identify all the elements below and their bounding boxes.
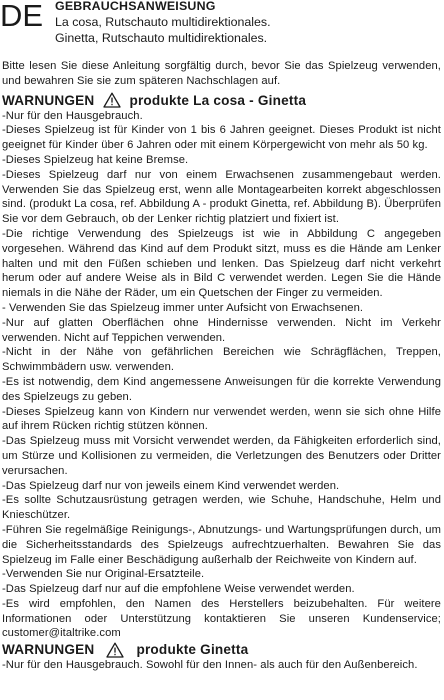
warning-item: -Verwenden Sie nur Original-Ersatzteile. [2,568,205,581]
warning-item: -Die richtige Verwendung des Spielzeugs ist wie in Abbildung C angegeben vorgesehen. Während das Kind auf dem Produkt sitzt, muss es die Hände am Lenker halten und mit den Füßen schieben und lenken. Das Spielzeug darf nicht verkehrt herum oder auf andere Weise als in Bild C verwendet werden. Legen Sie die Hände niemals in die Nähe der Räder, um ein Quetschen der Finger zu vermeiden. [2,227,441,300]
warnings-heading-ginetta [2,641,441,658]
warning-item: -Nicht in der Nähe von gefährlichen Bereichen wie Schrägflächen, Treppen, Schwimmbädern usw. verwenden. [2,346,441,374]
warning-item: -Das Spielzeug muss mit Vorsicht verwendet werden, da Fähigkeiten erforderlich sind, um Stürze und Kollisionen zu vermeiden, die Verletzungen des Benutzers oder Dritter verursachen. [2,435,441,477]
document-title: GEBRAUCHSANWEISUNG [55,0,216,13]
warnings-heading [2,92,441,109]
warnings-list [2,109,441,642]
warnings-label: WARNUNGEN [2,642,95,658]
warning-item: -Das Spielzeug darf nur auf die empfohlene Weise verwendet werden. [2,583,355,596]
intro-paragraph: Bitte lesen Sie diese Anleitung sorgfältig durch, bevor Sie das Spielzeug verwenden, und bewahren Sie sie zum späteren Nachschlagen auf. [2,60,441,87]
warning-item: -Dieses Spielzeug hat keine Bremse. [2,153,189,166]
document-body [2,59,441,673]
warning-item: -Dieses Spielzeug ist für Kinder von 1 bis 6 Jahren geeignet. Dieses Produkt ist nicht geeignet für Kinder über 6 Jahren oder mit einem Körpergewicht von mehr als 50 kg. [2,124,441,152]
warning-item: -Nur auf glatten Oberflächen ohne Hindernisse verwenden. Nicht im Verkehr verwenden. Nicht auf Teppichen verwenden. [2,316,441,344]
warnings-products: produkte La cosa - Ginetta [129,92,307,108]
warning-triangle-icon [103,92,121,108]
document-header [0,0,444,50]
header-text [55,0,271,46]
warning-item: -Dieses Spielzeug darf nur von einem Erwachsenen zusammengebaut werden. Verwenden Sie das Spielzeug erst, wenn alle Montagearbeiten korrekt abgeschlossen sind. (produkt La cosa, ref. Abbildung A - produkt Ginetta, ref. Abbildung B). Überprüfen Sie vor dem Gebrauch, ob der Lenker richtig platziert und fixiert ist. [2,168,441,226]
warning-item: -Es sollte Schutzausrüstung getragen werden, wie Schuhe, Handschuhe, Helm und Knieschützer. [2,494,441,522]
warning-item: -Nur für den Hausgebrauch. [2,109,143,122]
warning-item: -Es ist notwendig, dem Kind angemessene Anweisungen für die korrekte Verwendung des Spielzeugs zu geben. [2,375,441,403]
product-line-ginetta: Ginetta, Rutschauto multidirektionales. [55,31,268,45]
warnings-products: produkte Ginetta [136,642,249,658]
warning-item: - Verwenden Sie das Spielzeug immer unter Aufsicht von Erwachsenen. [2,301,364,314]
language-code: DE [0,0,44,33]
warning-item: -Dieses Spielzeug kann von Kindern nur verwendet werden, wenn sie sich ohne Hilfe auf ihrem Rücken richtig stützen können. [2,405,441,433]
warnings-list-ginetta [2,658,441,673]
warning-item: -Nur für den Hausgebrauch. Sowohl für den Innen- als auch für den Außenbereich. [2,659,418,672]
warning-item: -Das Spielzeug darf nur von jeweils einem Kind verwendet werden. [2,479,340,492]
warning-item: -Es wird empfohlen, den Namen des Herstellers beizubehalten. Für weitere Informationen oder Unterstützung kontaktieren Sie unseren Kundenservice; customer@italtrike.com [2,597,441,640]
warning-triangle-icon [106,642,124,658]
warning-item: -Führen Sie regelmäßige Reinigungs-, Abnutzungs- und Wartungsprüfungen durch, um die Sicherheitsstandards des Spielzeugs aufrechtzuerhalten. Bewahren Sie das Spielzeug im Falle einer Beschädigung außerhalb der Reichweite von Kindern auf. [2,523,441,566]
warnings-label: WARNUNGEN [2,92,95,108]
product-line-la-cosa: La cosa, Rutschauto multidirektionales. [55,15,271,29]
